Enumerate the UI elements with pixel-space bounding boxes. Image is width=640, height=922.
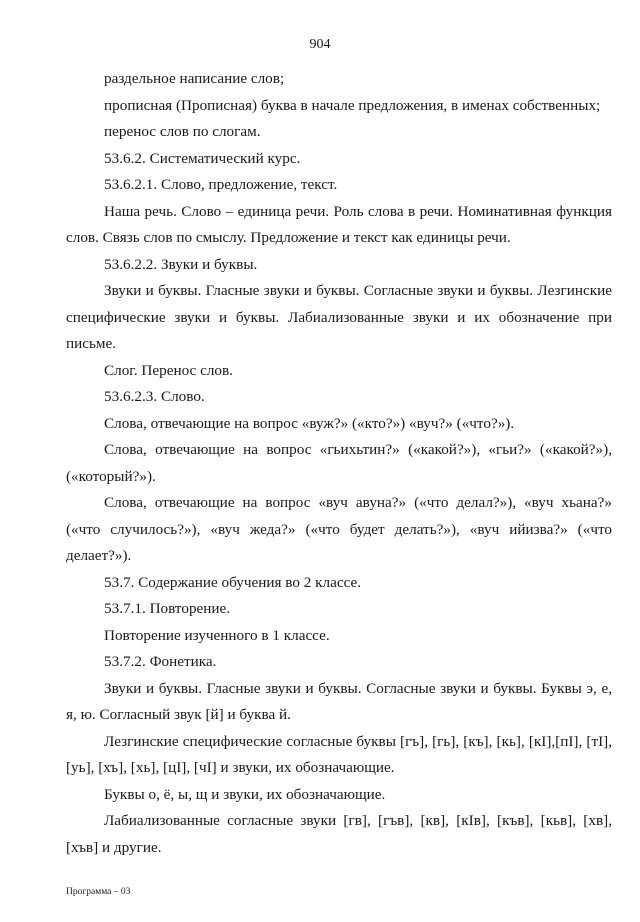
text-paragraph: Слог. Перенос слов. [104,361,233,379]
text-paragraph: прописная (Прописная) буква в начале предложения, в именах собственных; [104,96,601,114]
text-paragraph: Звуки и буквы. Гласные звуки и буквы. Согласные звуки и буквы. Лезгинские специфические звуки и буквы. Лабиализованные звуки и их обозначение при письме. [66,282,612,352]
section-heading: 53.6.2.1. Слово, предложение, текст. [104,176,338,193]
page-number: 904 [309,37,331,52]
text-paragraph: перенос слов по слогам. [104,123,261,140]
text-paragraph: Слова, отвечающие на вопрос «вуч авуна?» («что делал?»), «вуч хьана?» («что случилось?»), «вуч жеда?» («что будет делать?»), «вуч ийизва?» («что делает?»). [66,494,612,564]
page-footer: Программа – 03 [66,887,131,897]
text-paragraph: Буквы о, ё, ы, щ и звуки, их обозначающие. [104,785,386,803]
section-heading: 53.7.1. Повторение. [104,600,231,617]
text-paragraph: Звуки и буквы. Гласные звуки и буквы. Согласные звуки и буквы. Буквы э, е, я, ю. Согласный звук [й] и буква й. [66,679,612,723]
section-heading: 53.6.2. Систематический курс. [104,149,301,167]
text-paragraph: Наша речь. Слово – единица речи. Роль слова в речи. Номинативная функция слов. Связь слов по смыслу. Предложение и текст как единицы речи. [66,202,612,246]
text-paragraph: Слова, отвечающие на вопрос «гьихьтин?» («какой?»), «гьи?» («какой?»), («который?»). [66,441,612,485]
document-body [66,66,612,861]
text-paragraph: раздельное написание слов; [104,70,285,87]
text-paragraph: Лабиализованные согласные звуки [гв], [гъв], [кв], [кIв], [къв], [кьв], [хв], [хъв] и другие. [66,812,612,856]
section-heading: 53.7.2. Фонетика. [104,653,217,670]
text-paragraph: Повторение изученного в 1 классе. [104,626,330,644]
section-heading: 53.6.2.2. Звуки и буквы. [104,255,258,273]
text-paragraph: Слова, отвечающие на вопрос «вуж?» («кто?») «вуч?» («что?»). [104,414,515,432]
text-paragraph: Лезгинские специфические согласные буквы [гъ], [гь], [къ], [кь], [кI],[пI], [тI], [уь], [хъ], [хь], [цI], [чI] и звуки, их обозначающие. [66,732,612,776]
section-heading: 53.7. Содержание обучения во 2 классе. [104,573,362,591]
section-heading: 53.6.2.3. Слово. [104,388,205,405]
